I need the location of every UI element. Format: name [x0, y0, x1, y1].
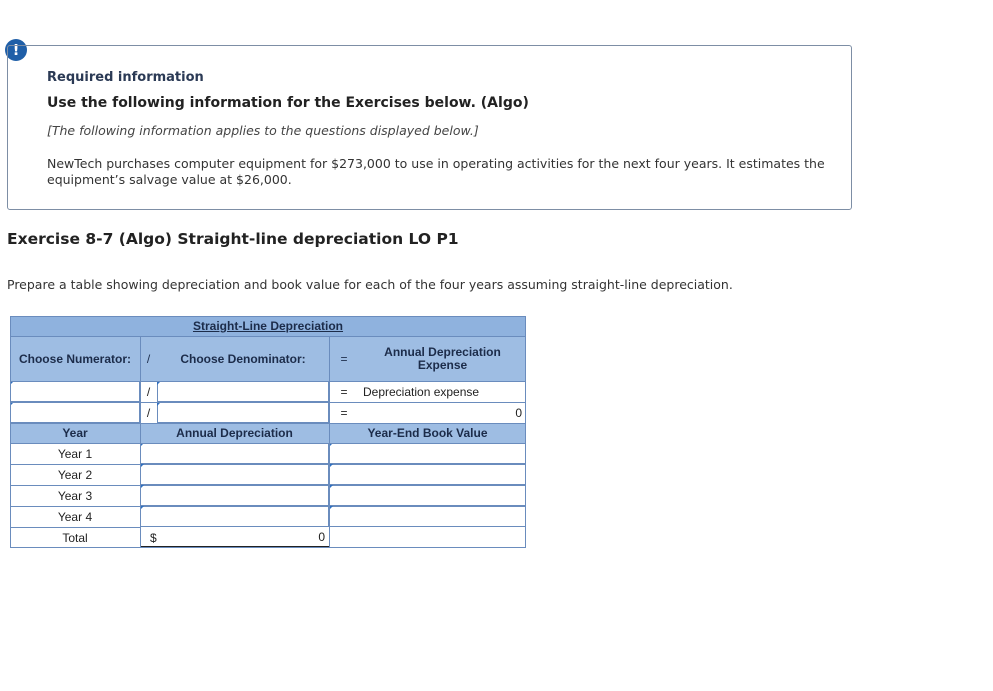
denominator-label: Choose Denominator: [157, 336, 329, 381]
year-3-depreciation-input[interactable] [140, 485, 329, 506]
required-info-title: Required information [47, 70, 204, 85]
equals-symbol-row1: = [340, 384, 348, 399]
year-3-label: Year 3 [57, 488, 93, 503]
total-label: Total [62, 530, 88, 545]
divide-symbol: / [140, 336, 157, 381]
use-following-info-heading: Use the following information for the Exercises below. (Algo) [47, 95, 529, 111]
denominator-input-2[interactable] [157, 402, 329, 423]
year-1-book-value-input[interactable] [329, 443, 526, 464]
year-2-depreciation-input[interactable] [140, 464, 329, 485]
alert-icon: ! [5, 39, 27, 61]
required-information-box [7, 45, 852, 210]
total-depreciation-value: 0 [140, 527, 329, 548]
year-2-label: Year 2 [57, 467, 93, 482]
numerator-label: Choose Numerator: [10, 336, 140, 381]
year-4-book-value-input[interactable] [329, 506, 526, 527]
numerator-input-1[interactable] [10, 381, 140, 402]
book-value-column-header: Year-End Book Value [329, 423, 526, 443]
exercise-title: Exercise 8-7 (Algo) Straight-line depreciation LO P1 [7, 230, 459, 248]
exercise-instructions: Prepare a table showing depreciation and book value for each of the four years assuming straight-line depreciation. [7, 277, 733, 292]
depreciation-table [10, 316, 526, 548]
year-column-header: Year [10, 423, 140, 443]
total-book-value-blank [329, 527, 526, 548]
divide-symbol-row1: / [146, 384, 151, 399]
year-1-label: Year 1 [57, 446, 93, 461]
year-4-depreciation-input[interactable] [140, 506, 329, 527]
year-3-book-value-input[interactable] [329, 485, 526, 506]
equals-symbol-row2: = [340, 405, 348, 420]
total-currency-symbol: $ [150, 530, 157, 545]
depreciation-result-value: 0 [515, 405, 522, 420]
problem-statement: NewTech purchases computer equipment for $273,000 to use in operating activities for the next four years. It estimates the equipment’s salvage value at $26,000. [47, 156, 825, 187]
table-header-title: Straight-Line Depreciation [10, 316, 526, 336]
year-2-book-value-input[interactable] [329, 464, 526, 485]
applies-note: [The following information applies to the questions displayed below.] [47, 123, 479, 138]
divide-symbol-row2: / [146, 405, 151, 420]
year-1-depreciation-input[interactable] [140, 443, 329, 464]
annual-depreciation-column-header: Annual Depreciation [140, 423, 329, 443]
year-4-label: Year 4 [57, 509, 93, 524]
equals-symbol: = [329, 336, 359, 381]
numerator-input-2[interactable] [10, 402, 140, 423]
denominator-input-1[interactable] [157, 381, 329, 402]
annual-depreciation-expense-label: Annual Depreciation Expense [359, 336, 526, 381]
depreciation-expense-label: Depreciation expense [363, 384, 480, 399]
